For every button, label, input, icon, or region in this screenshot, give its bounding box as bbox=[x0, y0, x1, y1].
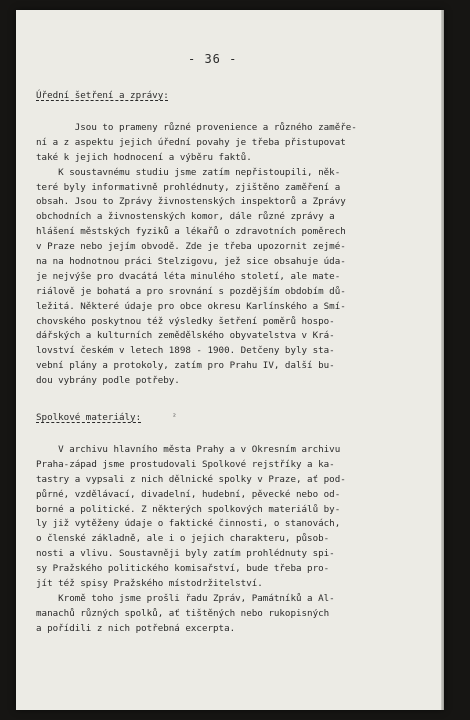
text-line: obchodních a živnostenských komor, dále různé zprávy a bbox=[36, 211, 335, 223]
page-edge bbox=[441, 10, 444, 710]
text-line: o členské základně, ale i o jejich charakteru, působ- bbox=[36, 533, 330, 545]
text-line: chovského poskytnou též výsledky šetření poměrů hospo- bbox=[36, 315, 335, 327]
text-line: V archivu hlavního města Prahy a v Okresním archivu bbox=[36, 444, 341, 455]
text-line: teré byly informativně prohlédnuty, zjištěno zaměření a bbox=[36, 181, 341, 193]
text-line: obsah. Jsou to Zprávy živnostenských inspektorů a Zprávy bbox=[36, 196, 346, 208]
text-line: ležitá. Některé údaje pro obce okresu Karlínského a Smí- bbox=[36, 300, 346, 312]
text-line: ní a z aspektu jejich úřední povahy je třeba přistupovat bbox=[36, 136, 346, 148]
text-line: na na hodnotnou práci Stelzigovu, jež sice obsahuje úda- bbox=[36, 256, 346, 268]
text-line: dou vybrány podle potřeby. bbox=[36, 375, 180, 387]
text-line: nosti a vlivu. Soustavněji byly zatím prohlédnuty spi- bbox=[36, 548, 335, 560]
text-line: a pořídili z nich potřebná excerpta. bbox=[36, 622, 236, 634]
text-line: riálově je bohatá a pro srovnání s pozdějším obdobím dů- bbox=[36, 285, 346, 297]
margin-mark: ² bbox=[172, 412, 177, 421]
text-line: K soustavnému studiu jsme zatím nepřistoupili, něk- bbox=[36, 166, 341, 178]
text-line: borné a politické. Z některých spolkových materiálů by- bbox=[36, 503, 341, 515]
document-page bbox=[16, 10, 444, 710]
text-line: Praha-západ jsme prostudovali Spolkové rejstříky a ka- bbox=[36, 458, 335, 470]
text-line: hlášení městských fyziků a lékařů o zdravotních poměrech bbox=[36, 226, 346, 238]
text-line: sy Pražského politického komisařství, bude třeba pro- bbox=[36, 563, 330, 575]
text-line: půrné, vzdělávací, divadelní, hudební, pěvecké nebo od- bbox=[36, 488, 341, 500]
section-heading-official-inquiries: Úřední šetření a zprávy: bbox=[36, 90, 169, 101]
text-line: v Praze nebo jejím obvodě. Zde je třeba upozornit zejmé- bbox=[36, 241, 346, 253]
text-line: jít též spisy Pražského místodržitelství. bbox=[36, 578, 263, 590]
section-heading-society-materials: Spolkové materiály: bbox=[36, 412, 142, 423]
text-line: také k jejich hodnocení a výběru faktů. bbox=[36, 151, 252, 163]
text-line: Kromě toho jsme prošli řadu Zpráv, Památníků a Al- bbox=[36, 592, 335, 604]
text-line: ly již vytěženy údaje o faktické činnosti, o stanovách, bbox=[36, 518, 341, 530]
text-line: manachů různých spolků, ať tištěných nebo rukopisných bbox=[36, 607, 330, 619]
text-line: tastry a vypsali z nich dělnické spolky v Praze, ať pod- bbox=[36, 473, 346, 485]
paragraph-official-inquiries bbox=[36, 121, 357, 389]
text-line: Jsou to prameny různé provenience a různého zaměře- bbox=[36, 122, 357, 133]
paragraph-society-materials bbox=[36, 443, 346, 637]
page-number: - 36 - bbox=[188, 52, 238, 66]
text-line: vební plány a protokoly, zatím pro Prahu IV, další bu- bbox=[36, 360, 335, 372]
text-line: je nejvýše pro dvacátá léta minulého století, ale mate- bbox=[36, 270, 341, 282]
text-line: lovství českém v letech 1898 - 1900. Detčeny byly sta- bbox=[36, 345, 335, 357]
text-line: dářských a kulturních zemědělského obyvatelstva v Krá- bbox=[36, 330, 335, 342]
